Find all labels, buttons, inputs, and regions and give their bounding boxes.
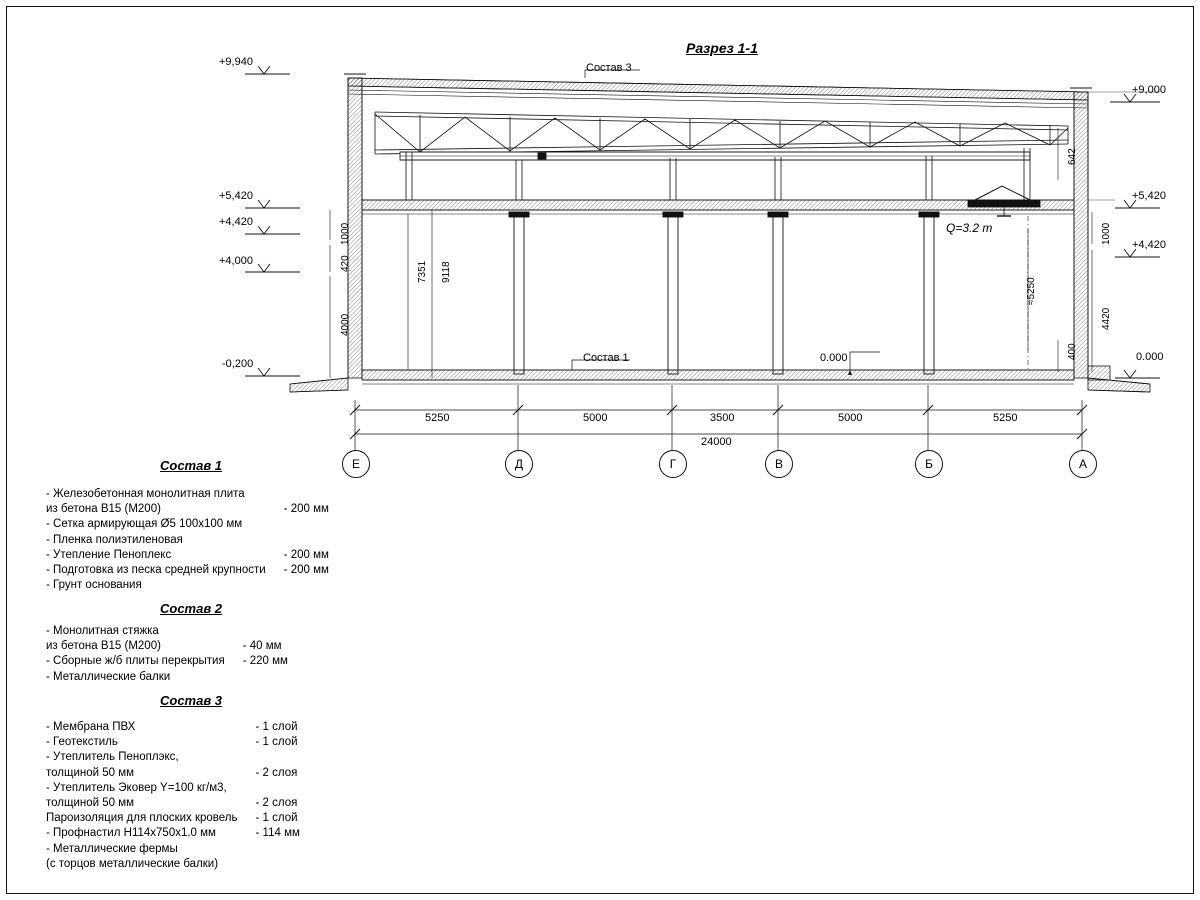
label-sostav3-callout: Состав 3: [586, 62, 632, 74]
legend-row: [46, 720, 300, 735]
legend-item-text: Пароизоляция для плоских кровель: [46, 812, 238, 825]
legend-row: [46, 811, 300, 826]
vertical-dim-642: 642: [1067, 148, 1078, 165]
vertical-dim-9118: 9118: [441, 261, 452, 283]
legend-2: [46, 624, 288, 685]
elevation-mark-left-4: -0,200: [222, 358, 254, 370]
legend-item-value: - 1 слой: [255, 812, 298, 825]
legend-2-title: Состав 2: [160, 601, 223, 616]
span-dim-4: 5250: [993, 412, 1018, 424]
legend-item-value: [225, 670, 288, 685]
span-dim-0: 5250: [425, 412, 450, 424]
vertical-dim-1000-right: 1000: [1101, 222, 1112, 245]
axis-bubble-v: В: [765, 450, 793, 478]
legend-item-value: [225, 624, 288, 639]
legend-item-value: [266, 487, 329, 502]
span-dim-1: 5000: [583, 412, 608, 424]
legend-item-value: [238, 842, 300, 857]
elevation-mark-right-2: +4,420: [1132, 239, 1166, 251]
elevation-mark-right-1: +5,420: [1132, 190, 1166, 202]
legend-row: [46, 487, 329, 502]
vertical-dim-4420: 4420: [1101, 307, 1112, 330]
axis-bubble-b: Б: [915, 450, 943, 478]
legend-row: [46, 624, 288, 639]
axis-bubble-a: А: [1069, 450, 1097, 478]
legend-row: [46, 826, 300, 841]
legend-row: [46, 548, 329, 563]
legend-item-text: - Утеплитель Эковер Y=100 кг/м3,: [46, 781, 227, 794]
vertical-dim-400: 400: [1067, 343, 1078, 360]
drawing-title: Разрез 1-1: [686, 40, 758, 56]
legend-item-text: - Сетка армирующая Ø5 100x100 мм: [46, 518, 243, 531]
legend-item-text: (с торцов металлические балки): [46, 857, 219, 870]
elevation-mark-left-2: +4,420: [219, 216, 253, 228]
legend-item-text: - Металлические фермы: [46, 842, 178, 855]
elevation-mark-left-0: +9,940: [219, 56, 253, 68]
legend-item-value: [238, 857, 300, 872]
legend-row: [46, 578, 329, 593]
legend-item-value: [266, 578, 329, 593]
legend-item-value: [238, 781, 300, 796]
label-sostav1-callout: Состав 1: [583, 352, 629, 364]
elevation-mark-left-1: +5,420: [219, 190, 253, 202]
legend-item-value: - 1 слой: [255, 721, 298, 733]
axis-bubble-e: Е: [342, 450, 370, 478]
legend-item-text: - Мембрана ПВХ: [46, 721, 136, 733]
legend-row: [46, 735, 300, 750]
span-dim-2: 3500: [710, 412, 735, 424]
legend-row: [46, 670, 288, 685]
legend-row: [46, 857, 300, 872]
elevation-mark-right-3: 0.000: [1136, 351, 1164, 363]
legend-item-text: из бетона B15 (M200): [46, 640, 161, 653]
vertical-dim-5250-crane: ≈5250: [1026, 277, 1037, 305]
legend-item-text: из бетона B15 (M200): [46, 503, 161, 516]
legend-item-value: - 2 слоя: [255, 797, 298, 810]
legend-item-text: - Подготовка из песка средней крупности: [46, 564, 266, 577]
legend-row: [46, 842, 300, 857]
vertical-dim-4000: 4000: [340, 313, 351, 336]
vertical-dim-420: 420: [340, 255, 351, 272]
legend-item-value: - 200 мм: [283, 548, 329, 561]
legend-item-text: - Геотекстиль: [46, 736, 118, 749]
legend-item-text: - Пленка полиэтиленовая: [46, 533, 183, 546]
legend-1: [46, 487, 329, 593]
elevation-mark-left-3: +4,000: [219, 255, 253, 267]
legend-item-value: - 114 мм: [255, 827, 300, 840]
label-crane-load: Q=3.2 т: [946, 221, 993, 235]
legend-1-title: Состав 1: [160, 458, 223, 473]
legend-row: [46, 639, 288, 654]
legend-item-value: [266, 517, 329, 532]
legend-item-text: толщиной 50 мм: [46, 797, 135, 810]
axis-bubble-g: Г: [659, 450, 687, 478]
legend-row: [46, 517, 329, 532]
vertical-dim-1000-left: 1000: [340, 222, 351, 245]
legend-item-value: - 1 слой: [255, 736, 298, 749]
legend-item-text: толщиной 50 мм: [46, 766, 135, 779]
legend-row: [46, 796, 300, 811]
legend-item-text: - Грунт основания: [46, 579, 142, 592]
legend-item-value: - 200 мм: [283, 503, 329, 516]
legend-row: [46, 781, 300, 796]
legend-3-title: Состав 3: [160, 693, 223, 708]
axis-bubble-d: Д: [505, 450, 533, 478]
legend-item-value: - 40 мм: [242, 640, 282, 653]
legend-item-value: - 220 мм: [242, 655, 288, 668]
legend-item-text: - Профнастил H114x750x1.0 мм: [46, 827, 216, 840]
legend-row: [46, 502, 329, 517]
total-dim: 24000: [701, 436, 732, 448]
legend-row: [46, 750, 300, 765]
legend-item-text: - Металлические балки: [46, 670, 171, 683]
legend-item-text: - Утепление Пеноплекс: [46, 548, 172, 561]
legend-item-text: - Сборные ж/б плиты перекрытия: [46, 655, 225, 668]
label-level-0-000-mid: 0.000: [820, 352, 848, 364]
legend-row: [46, 766, 300, 781]
legend-item-value: - 2 слоя: [255, 766, 298, 779]
legend-item-value: [238, 750, 300, 765]
elevation-mark-right-0: +9,000: [1132, 84, 1166, 96]
legend-3: [46, 720, 300, 872]
legend-item-text: - Железобетонная монолитная плита: [46, 488, 245, 500]
span-dim-3: 5000: [838, 412, 863, 424]
legend-row: [46, 563, 329, 578]
legend-item-value: [266, 533, 329, 548]
legend-item-text: - Утеплитель Пеноплэкс,: [46, 751, 179, 764]
vertical-dim-7351: 7351: [417, 260, 428, 283]
legend-item-value: - 200 мм: [283, 564, 329, 577]
legend-item-text: - Монолитная стяжка: [46, 625, 159, 637]
legend-row: [46, 654, 288, 669]
legend-row: [46, 533, 329, 548]
